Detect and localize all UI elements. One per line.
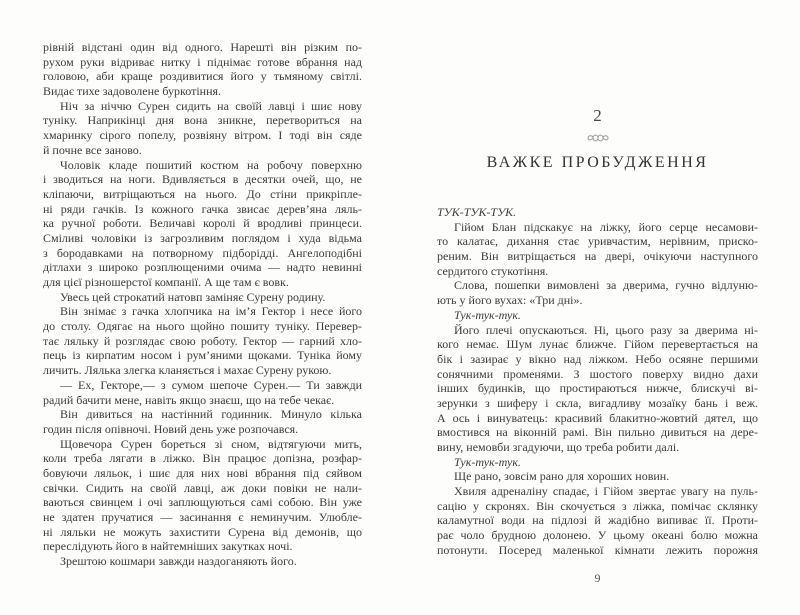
text-line: пець із кирпатим носом і рум’яними щоками. Туніка йому [43, 348, 362, 363]
text-line: не здатен пручатися — засинання є неминучим. Улюбле- [43, 510, 362, 524]
text-line: радий бачити мене, навіть якщо знаєш, що на тебе чекає. [43, 392, 335, 407]
text-line: — Ех, Гекторе,— з сумом шепоче Сурен.— Ти завжди [60, 377, 362, 392]
text-line: рухом руки відриває нитку і піднімає готове вбрання над [43, 54, 362, 69]
text-line: до столу. Одягає на нього щойно пошиту туніку. Перевер- [43, 319, 362, 334]
text-line: годин після опівночі. Новий день уже розпочався. [43, 421, 299, 436]
text-line: ні ряди гачків. Із кожного гачка звисає дерев’яна ляль- [43, 201, 362, 216]
chapter-number: 2 [593, 106, 602, 125]
chapter-title: ВАЖКЕ ПРОБУДЖЕННЯ [486, 154, 709, 171]
text-line: Видає тихе задоволене буркотіння. [43, 84, 222, 99]
text-line: рає чоло брудною долонею. У цьому океані болю можна [437, 528, 758, 543]
right-page [437, 40, 758, 615]
right-page-text [437, 205, 758, 558]
text-line: вмостився на віконній рамі. Він пильно дивиться на дере- [437, 425, 758, 440]
text-line: й почне все заново. [43, 142, 142, 157]
page-number: 9 [594, 571, 601, 585]
text-line: ваються свинцем і очі заплющуються самі собою. Він уже [43, 495, 362, 510]
text-line: Ніч за ніччю Сурен сидить на своїй лавці і шиє нову [60, 98, 362, 113]
text-line: Сміливі чоловіки із загрозливим поглядом і худа відьма [43, 230, 362, 245]
text-line: тає ляльку й розглядає свою роботу. Гектор — гарний хло- [43, 333, 362, 348]
text-line: Він дивиться на настінний годинник. Минуло кілька [60, 407, 362, 422]
text-line: А ось і винуватець: красивий блакитно-жовтий дятел, що [437, 410, 758, 425]
text-line: сонячними променями. З шостого поверху видно дахи [437, 366, 758, 381]
text-line: хмаринку сірого попелу, розвіяну вітром. І тоді він сяде [43, 128, 362, 143]
text-line: дітлахи з широко розплющеними очима — надто невинні [43, 260, 362, 275]
text-line: і зводиться на ноги. Вдивляється в десятки очей, що, не [43, 172, 362, 187]
text-line: бовуючи ляльок, і шиє для них нові вбрання під сяйвом [43, 465, 362, 480]
text-line: кого немає. Шум лунає ближче. Гійом перевертається на [437, 337, 758, 352]
left-page-text [43, 40, 362, 569]
text-line: вину, немовби згадуючи, що треба робити далі. [437, 440, 680, 454]
text-line: ТУК-ТУК-ТУК. [437, 205, 517, 219]
text-line: свічки. Сидить на своїй лавці, аж доки повіки не нали- [43, 480, 362, 495]
text-line: то калатає, дихання стає уривчастим, нерівним, приско- [437, 234, 758, 249]
text-line: Увесь цей строкатий натовп заміняє Сурену родину. [60, 289, 326, 304]
text-line: ють у його вухах: «Три дні». [437, 293, 583, 308]
text-line: потонути. Посеред маленької кімнати лежить порожня [437, 542, 758, 557]
text-line: личить. Лялька злегка кланяється і махає Сурену рукою. [43, 363, 332, 378]
left-page [43, 40, 362, 569]
text-line: туніку. Наприкінці дня вона зникне, перетвориться на [43, 113, 362, 128]
text-line: Його плечі опускаються. Ні, цього разу за дверима ні- [454, 322, 758, 337]
text-line: коли треба лягати в ліжко. Він працює допізна, розфар- [43, 451, 362, 466]
text-line: Слова, пошепки вимовлені за дверима, гучно відлуню- [454, 278, 758, 293]
text-line: Він знімає з гачка хлопчика на ім’я Гектор і несе його [60, 304, 362, 319]
text-line: ка ручної роботи. Величаві королі й вродливі принцеси. [43, 216, 362, 231]
text-line: каламутної води на підлозі й жадібно випиває її. Проти- [437, 513, 758, 528]
text-line: Зрештою кошмари завжди наздоганяють його. [60, 554, 297, 569]
text-line: рівній відстані один від одного. Нарешті він різким по- [43, 40, 362, 54]
text-line: інших будинків, що простираються нижче, блискучі ві- [437, 381, 758, 396]
text-line: Ще рано, зовсім рано для хороших новин. [454, 469, 670, 484]
text-line: сердитого стукотіння. [437, 263, 549, 278]
text-line: переслідують його в найтемніших закутках ночі. [43, 539, 293, 554]
text-line: з бородавками на потворному підборідді. Ангелоподібні [43, 245, 362, 260]
text-line: Тук-тук-тук. [454, 454, 521, 469]
text-line: Гійом Блан підскакує на ліжку, його серце несамови- [454, 219, 758, 234]
text-line: ні ляльки не можуть захистити Сурена від демонів, що [43, 524, 362, 539]
fleuron-ornament-icon [437, 132, 758, 144]
text-line: головою, аби краще роздивитися його у тьмяному світлі. [43, 69, 362, 84]
text-line: зерунки з шиферу і скла, вигадливу мозаїку бань і веж. [437, 395, 758, 410]
text-line: для цієї різношерстої компанії. А ще там є вовк. [43, 275, 289, 289]
text-line: реним. Він витріщається на двері, очікуючи наступного [437, 249, 758, 264]
text-line: сацію у скронях. Він скочується з ліжка, помічає склянку [437, 498, 758, 513]
text-line: бік і зазирає у вікно над ліжком. Небо осяяне першими [437, 351, 758, 366]
text-line: Хвиля адреналіну спадає, і Гійом звертає увагу на пуль- [454, 484, 758, 499]
text-line: Чоловік кладе пошитий костюм на робочу поверхню [60, 157, 362, 172]
text-line: кліпаючи, витріщаються на нього. До стіни прикріпле- [43, 186, 362, 201]
text-line: Тук-тук-тук. [454, 307, 521, 322]
text-line: Щовечора Сурен бореться зі сном, відтягуючи мить, [60, 436, 362, 451]
